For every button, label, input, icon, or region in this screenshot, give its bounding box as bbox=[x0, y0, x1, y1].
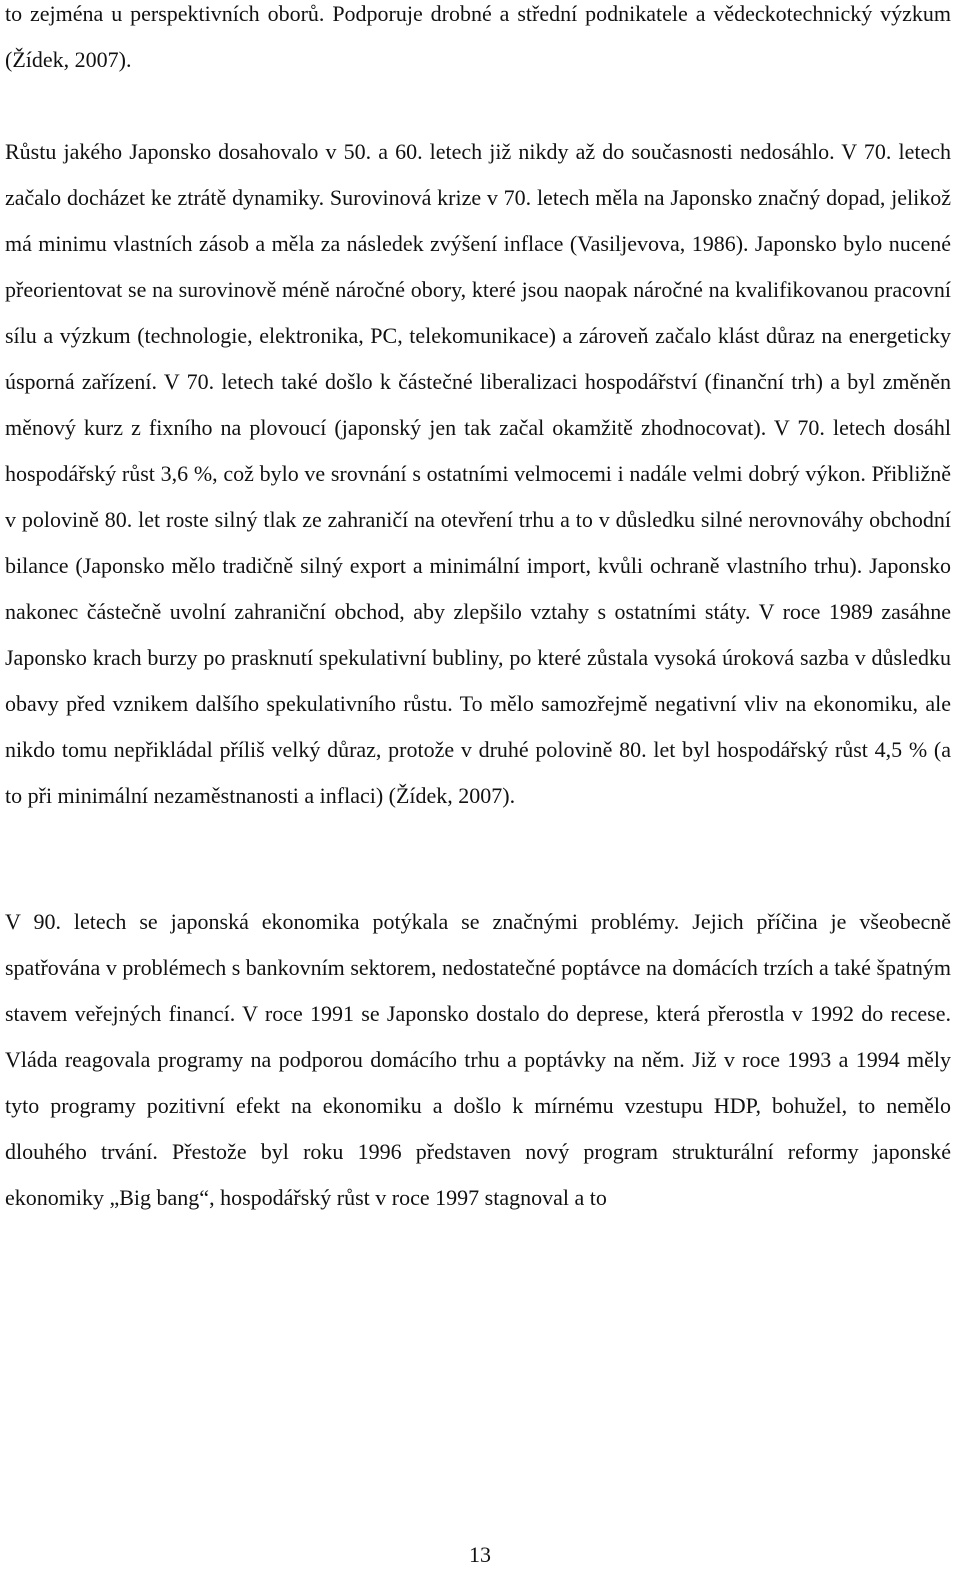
paragraph-nineties-economy: V 90. letech se japonská ekonomika potýkala se značnými problémy. Jejich příčina je všeobecně spatřována v problémech s bankovním sektorem, nedostatečné poptávce na domácích trzích a také špatným stavem veřejných financí. V roce 1991 se Japonsko dostalo do deprese, která přerostla v 1992 do recese. Vláda reagovala programy na podporou domácího trhu a poptávky na něm. Již v roce 1993 a 1994 měly tyto programy pozitivní efekt na ekonomiku a došlo k mírnému vzestupu HDP, bohužel, to nemělo dlouhého trvání. Přestože byl roku 1996 představen nový program strukturální reformy japonské ekonomiky „Big bang“, hospodářský růst v roce 1997 stagnoval a to bbox=[5, 909, 951, 1210]
page-number: 13 bbox=[469, 1542, 491, 1567]
paragraph-economic-dynamics: Růstu jakého Japonsko dosahovalo v 50. a 60. letech již nikdy až do současnosti nedosáhlo. V 70. letech začalo docházet ke ztrátě dynamiky. Surovinová krize v 70. letech měla na Japonsko značný dopad, jelikož má minimu vlastních zásob a měla za následek zvýšení inflace (Vasiljevova, 1986). Japonsko bylo nucené přeorientovat se na surovinově méně náročné obory, které jsou naopak náročné na kvalifikovanou pracovní sílu a výzkum (technologie, elektronika, PC, telekomunikace) a zároveň začalo klást důraz na energeticky úsporná zařízení. V 70. letech také došlo k částečné liberalizaci hospodářství (finanční trh) a byl změněn měnový kurz z fixního na plovoucí (japonský jen tak začal okamžitě zhodnocovat). V 70. letech dosáhl hospodářský růst 3,6 %, což bylo ve srovnání s ostatními velmocemi i nadále velmi dobrý výkon. Přibližně v polovině 80. let roste silný tlak ze zahraničí na otevření trhu a to v důsledku silné nerovnováhy obchodní bilance (Japonsko mělo tradičně silný export a minimální import, kvůli ochraně vlastního trhu). Japonsko nakonec částečně uvolní zahraniční obchod, aby zlepšilo vztahy s ostatními státy. V roce 1989 zasáhne Japonsko krach burzy po prasknutí spekulativní bubliny, po které zůstala vysoká úroková sazba v důsledku obavy před vznikem dalšího spekulativního růstu. To mělo samozřejmě negativní vliv na ekonomiku, ale nikdo tomu nepřikládal příliš velký důraz, protože v druhé polovině 80. let byl hospodářský růst 4,5 % (a to při minimální nezaměstnanosti a inflaci) (Žídek, 2007). bbox=[5, 139, 951, 808]
paragraph-continuation: to zejména u perspektivních oborů. Podporuje drobné a střední podnikatele a vědeckotechnický výzkum (Žídek, 2007). bbox=[5, 1, 951, 72]
document-page bbox=[5, 0, 951, 1221]
